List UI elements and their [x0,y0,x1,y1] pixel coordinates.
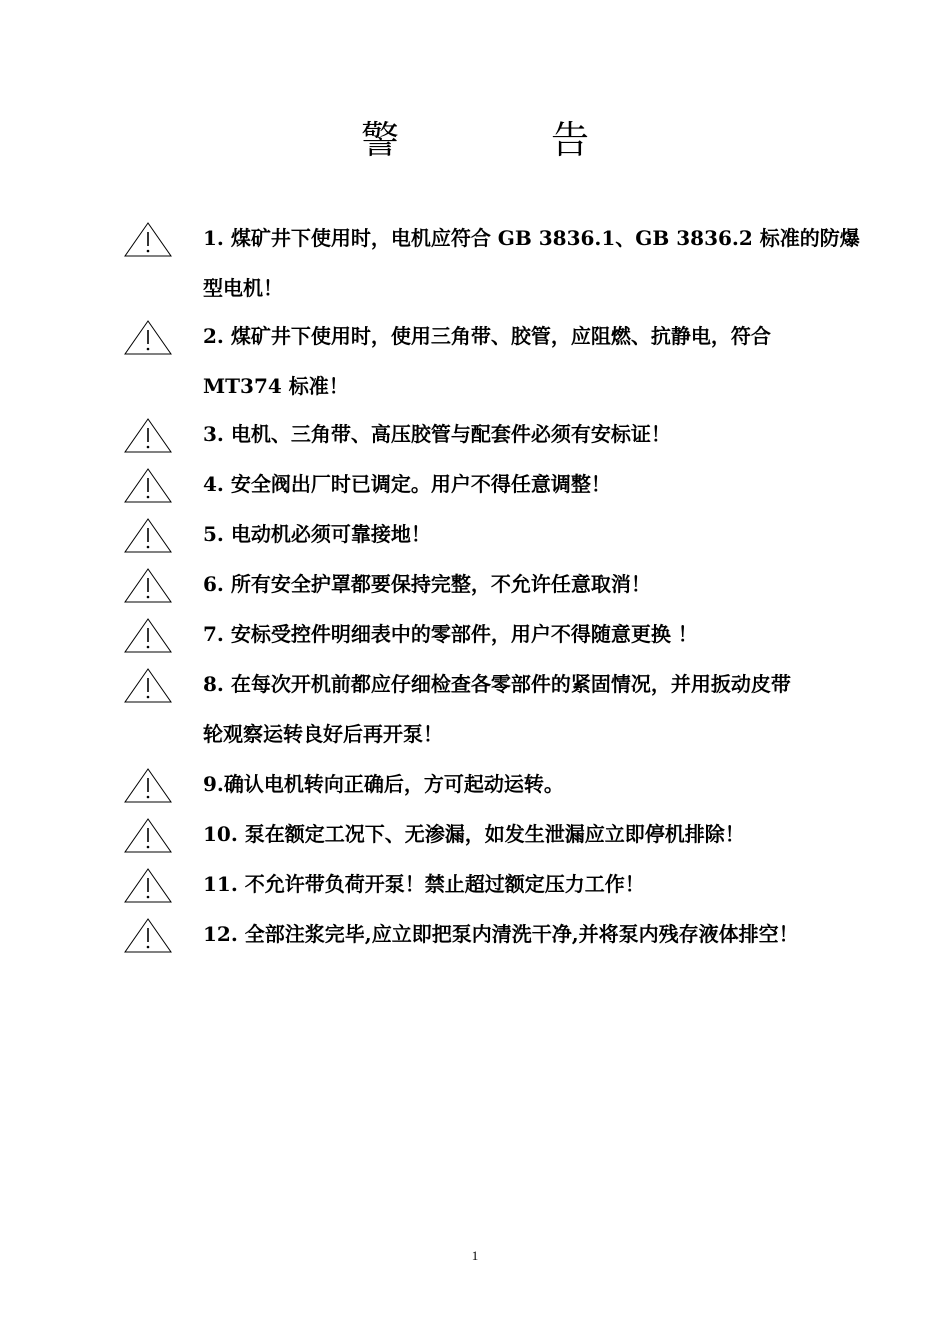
warning-item-1-text: 1. 煤矿井下使用时，电机应符合 GB 3836.1、GB 3836.2 标准的防爆 [203,226,860,250]
warning-triangle-icon [124,568,172,604]
warning-item-2-text-continued: MT374 标准！ [203,374,349,398]
warning-item-8-text-continued: 轮观察运转良好后再开泵！ [203,722,443,746]
warning-item-10-text: 10. 泵在额定工况下、无渗漏，如发生泄漏应立即停机排除！ [203,822,745,846]
warning-item-2-text: 2. 煤矿井下使用时，使用三角带、胶管，应阻燃、抗静电，符合 [203,324,771,348]
warning-item-1-text-continued: 型电机！ [203,276,283,300]
warning-item-7-text: 7. 安标受控件明细表中的零部件，用户不得随意更换 ！ [203,622,698,646]
warning-triangle-icon [124,222,172,258]
warning-item-12-text: 12. 全部注浆完毕,应立即把泵内清洗干净,并将泵内残存液体排空！ [203,922,799,946]
page-number: 1 [471,1248,479,1263]
warning-item-5-text: 5. 电动机必须可靠接地！ [203,522,431,546]
warning-triangle-icon [124,618,172,654]
warning-item-4-text: 4. 安全阀出厂时已调定。用户不得任意调整！ [203,472,611,496]
warning-triangle-icon [124,768,172,804]
warning-triangle-icon [124,468,172,504]
page-title: 警 告 [360,118,660,162]
warning-triangle-icon [124,668,172,704]
warning-triangle-icon [124,868,172,904]
warning-triangle-icon [124,518,172,554]
warning-triangle-icon [124,320,172,356]
warning-item-8-text: 8. 在每次开机前都应仔细检查各零部件的紧固情况，并用扳动皮带 [203,672,791,696]
warning-item-9-text: 9.确认电机转向正确后，方可起动运转。 [203,772,564,796]
warning-triangle-icon [124,818,172,854]
warning-triangle-icon [124,418,172,454]
warning-item-11-text: 11. 不允许带负荷开泵！禁止超过额定压力工作！ [203,872,645,896]
warning-item-3-text: 3. 电机、三角带、高压胶管与配套件必须有安标证！ [203,422,671,446]
warning-triangle-icon [124,918,172,954]
warning-item-6-text: 6. 所有安全护罩都要保持完整，不允许任意取消！ [203,572,651,596]
